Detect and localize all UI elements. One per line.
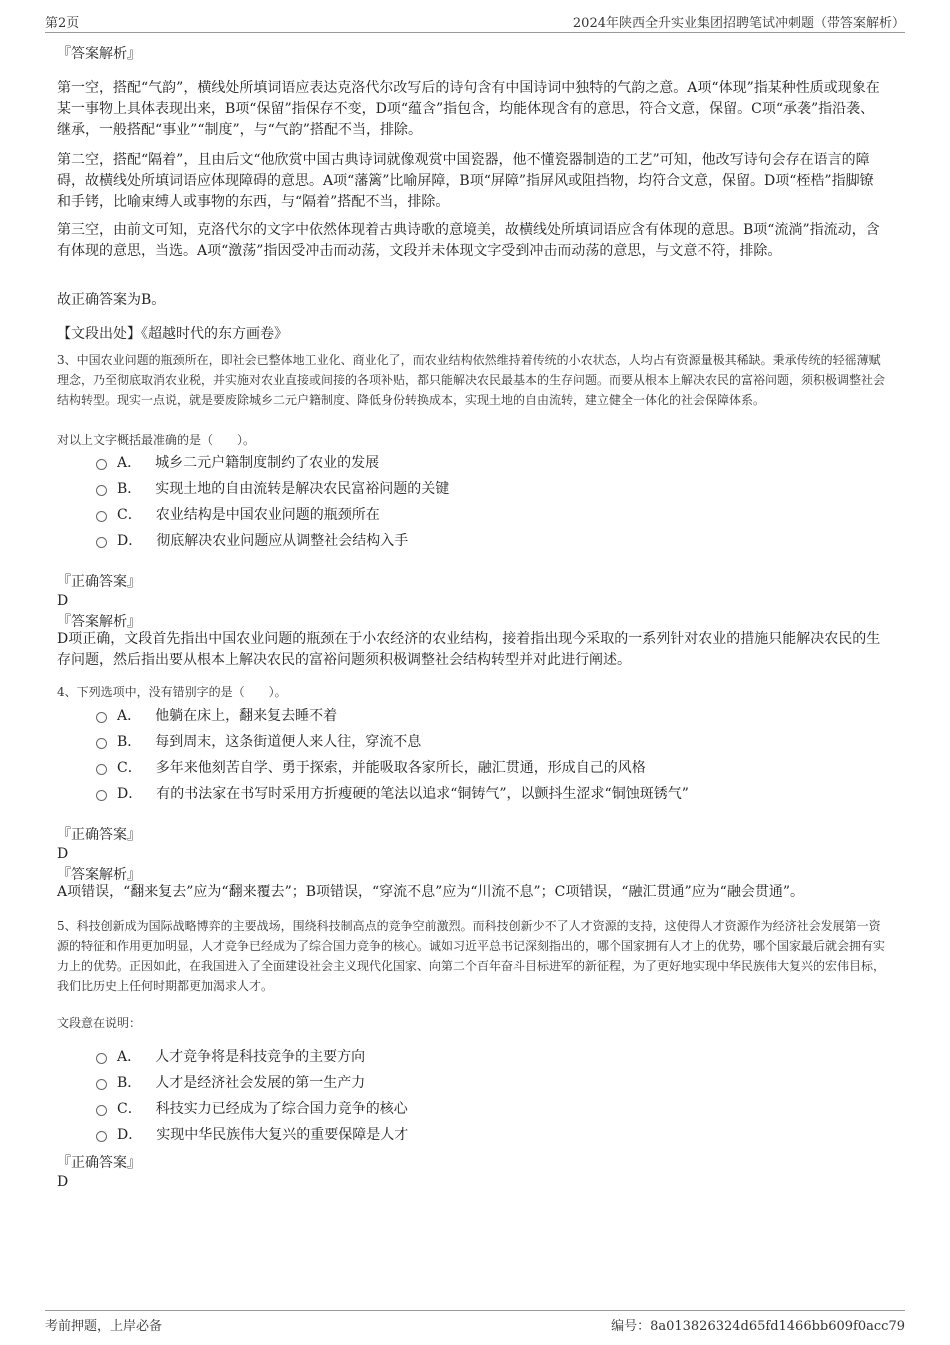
q5-question: 文段意在说明：: [57, 1016, 142, 1030]
radio-icon[interactable]: [96, 1131, 107, 1142]
q4-option-a[interactable]: A． 他躺在床上，翻来复去睡不着: [96, 706, 337, 726]
radio-icon[interactable]: [96, 712, 107, 723]
q2-source: 【文段出处】《超越时代的东方画卷》: [57, 326, 288, 342]
q2-analysis-title: 『答案解析』: [57, 46, 141, 62]
q4-answer: D: [57, 846, 69, 862]
page-header: [45, 8, 905, 33]
q2-conclusion: 故正确答案为B。: [57, 292, 166, 308]
q4-option-c[interactable]: C． 多年来他刻苦自学、勇于探索，并能吸取各家所长，融汇贯通，形成自己的风格: [96, 758, 646, 778]
q5-option-b[interactable]: B． 人才是经济社会发展的第一生产力: [96, 1073, 365, 1093]
q3-stem: 3、中国农业问题的瓶颈所在，即社会已整体地工业化、商业化了，而农业结构依然维持着传统的小农状态，人均占有资源量极其稀缺。秉承传统的轻徭薄赋理念，乃至彻底取消农业税，并实施对农业直接或间接的各项补贴，都只能解决农民最基本的生存问题。而要从根本上解决农民的富裕问题，须积极调整社会结构转型。现实一点说，就是要废除城乡二元户籍制度、降低身份转换成本，实现土地的自由流转，建立健全一体化的社会保障体系。: [57, 353, 886, 407]
q4-analysis-title: 『答案解析』: [57, 867, 141, 883]
radio-icon[interactable]: [96, 738, 107, 749]
q5-stem: 5、科技创新成为国际战略博弈的主要战场，围绕科技制高点的竞争空前激烈。而科技创新少不了人才资源的支持，这使得人才资源作为经济社会发展第一资源的特征和作用更加明显，人才竞争已经成为了综合国力竞争的核心。诚如习近平总书记深刻指出的，哪个国家拥有人才上的优势，哪个国家最后就会拥有实力上的优势。正因如此，在我国进入了全面建设社会主义现代化国家、向第二个百年奋斗目标进军的新征程，为了更好地实现中华民族伟大复兴的宏伟目标，我们比历史上任何时期都更加渴求人才。: [57, 919, 886, 993]
radio-icon[interactable]: [96, 1053, 107, 1064]
q3-analysis: D项正确，文段首先指出中国农业问题的瓶颈在于小农经济的农业结构，接着指出现今采取的一系列针对农业的措施只能解决农民的生存问题，然后指出要从根本上解决农民的富裕问题须积极调整社会结构转型并对此进行阐述。: [57, 631, 881, 668]
document-title: 2024年陕西全升实业集团招聘笔试冲刺题（带答案解析）: [572, 16, 905, 31]
q4-analysis: A项错误，“翻来复去”应为“翻来覆去”；B项错误，“穿流不息”应为“川流不息”；C项错误，“融汇贯通”应为“融会贯通”。: [57, 884, 804, 900]
q3-option-b[interactable]: B． 实现土地的自由流转是解决农民富裕问题的关键: [96, 479, 449, 499]
radio-icon[interactable]: [96, 485, 107, 496]
q3-option-a[interactable]: A． 城乡二元户籍制度制约了农业的发展: [96, 453, 379, 473]
q5-option-c[interactable]: C． 科技实力已经成为了综合国力竞争的核心: [96, 1099, 408, 1119]
page-footer: [45, 1310, 905, 1335]
q4-option-b[interactable]: B． 每到周末，这条街道便人来人往，穿流不息: [96, 732, 421, 752]
q5-option-a[interactable]: A． 人才竞争将是科技竞争的主要方向: [96, 1047, 365, 1067]
q4-stem: 4、下列选项中，没有错别字的是（ ）。: [57, 685, 287, 699]
radio-icon[interactable]: [96, 459, 107, 470]
radio-icon[interactable]: [96, 790, 107, 801]
q4-answer-title: 『正确答案』: [57, 827, 141, 843]
q2-analysis-p2: 第二空，搭配“隔着”，且由后文“他欣赏中国古典诗词就像观赏中国瓷器，他不懂瓷器制造的工艺”可知，他改写诗句会存在语言的障碍，故横线处所填词语应体现障碍的意思。A项“藩篱”比喻屏障，B项“屏障”指屏风或阻挡物，均符合文意，保留。D项“桎梏”指脚镣和手铐，比喻束缚人或事物的东西，与“隔着”搭配不当，排除。: [57, 152, 874, 210]
radio-icon[interactable]: [96, 537, 107, 548]
q5-option-d[interactable]: D． 实现中华民族伟大复兴的重要保障是人才: [96, 1125, 408, 1145]
radio-icon[interactable]: [96, 764, 107, 775]
radio-icon[interactable]: [96, 1105, 107, 1116]
q3-question: 对以上文字概括最准确的是（ ）。: [57, 433, 256, 447]
page-number: 第2页: [45, 16, 80, 31]
q2-analysis-p1: 第一空，搭配“气韵”，横线处所填词语应表达克洛代尔改写后的诗句含有中国诗词中独特的气韵之意。A项“体现”指某种性质或现象在某一事物上具体表现出来，B项“保留”指保存不变，D项“蕴含”指包含，均能体现含有的意思，符合文意，保留。C项“承袭”指沿袭、继承，一般搭配“事业”“制度”，与“气韵”搭配不当，排除。: [57, 80, 880, 138]
footer-serial: 编号：8a013826324d65fd1466bb609f0acc79: [611, 1319, 905, 1334]
q3-option-c[interactable]: C． 农业结构是中国农业问题的瓶颈所在: [96, 505, 380, 525]
q3-answer-title: 『正确答案』: [57, 574, 141, 590]
radio-icon[interactable]: [96, 1079, 107, 1090]
q4-option-d[interactable]: D． 有的书法家在书写时采用方折瘦硬的笔法以追求“铜铸气”，以颤抖生涩求“铜蚀斑锈气”: [96, 784, 689, 804]
q5-answer-title: 『正确答案』: [57, 1155, 141, 1171]
q3-option-d[interactable]: D． 彻底解决农业问题应从调整社会结构入手: [96, 531, 408, 551]
radio-icon[interactable]: [96, 511, 107, 522]
q2-analysis-p3: 第三空，由前文可知，克洛代尔的文字中依然体现着古典诗歌的意境美，故横线处所填词语应含有体现的意思。B项“流淌”指流动，含有体现的意思，当选。A项“激荡”指因受冲击而动荡，文段并未体现文字受到冲击而动荡的意思，与文意不符，排除。: [57, 222, 880, 259]
q3-answer: D: [57, 593, 69, 609]
q3-analysis-title: 『答案解析』: [57, 614, 141, 630]
footer-slogan: 考前押题，上岸必备: [45, 1319, 163, 1334]
q5-answer: D: [57, 1174, 69, 1190]
